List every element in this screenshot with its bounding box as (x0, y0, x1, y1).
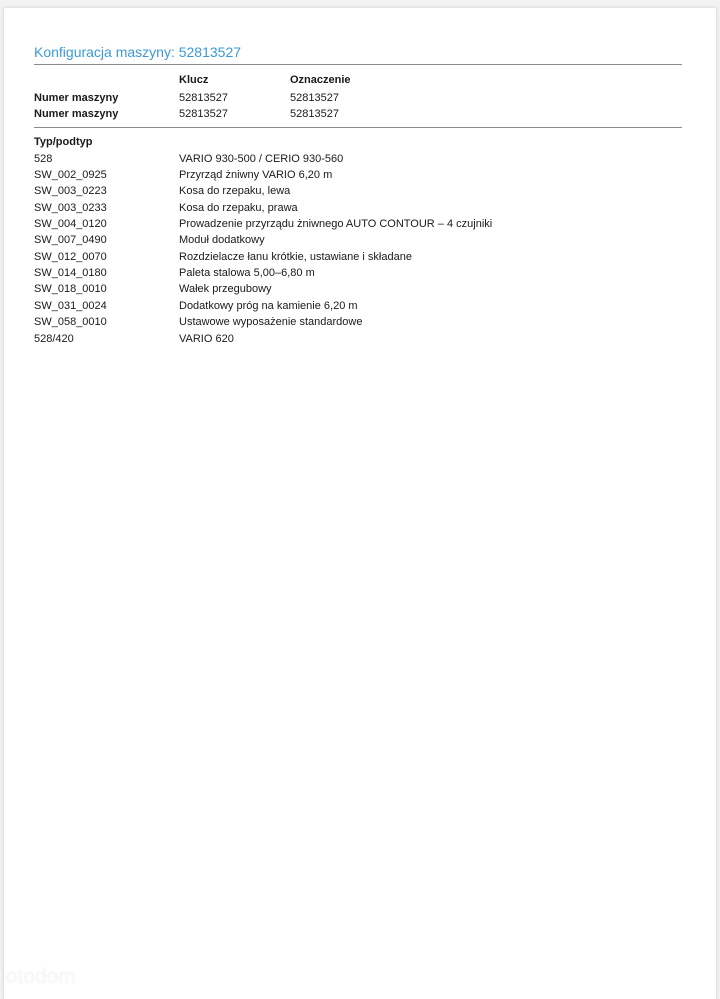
machine-row-label: Numer maszyny (34, 108, 119, 120)
type-row (34, 151, 682, 167)
machine-row-designation: 52813527 (290, 92, 339, 104)
machine-row-designation: 52813527 (290, 108, 339, 120)
type-row-desc: Moduł dodatkowy (179, 234, 265, 246)
type-row-desc: Kosa do rzepaku, prawa (179, 202, 298, 214)
divider-middle (34, 127, 682, 128)
type-row-code: SW_031_0024 (34, 300, 107, 312)
document-page (4, 8, 716, 999)
type-row-desc: Kosa do rzepaku, lewa (179, 185, 291, 197)
type-row (34, 265, 682, 281)
divider-top (34, 64, 682, 65)
type-row-desc: VARIO 620 (179, 333, 234, 345)
type-row (34, 200, 682, 216)
machine-row (34, 90, 682, 106)
type-row-code: SW_003_0233 (34, 202, 107, 214)
type-row-desc: Wałek przegubowy (179, 283, 272, 295)
page-title: Konfiguracja maszyny: 52813527 (34, 44, 242, 60)
type-row (34, 281, 682, 297)
type-row-code: SW_012_0070 (34, 251, 107, 263)
type-row (34, 249, 682, 265)
type-row (34, 167, 682, 183)
type-row-desc: Prowadzenie przyrządu żniwnego AUTO CONTOUR – 4 czujniki (179, 218, 493, 230)
type-row-desc: VARIO 930-500 / CERIO 930-560 (179, 153, 344, 165)
type-row-code: SW_002_0925 (34, 169, 107, 181)
type-row (34, 183, 682, 199)
type-row-code: SW_003_0223 (34, 185, 107, 197)
type-row-code: SW_004_0120 (34, 218, 107, 230)
type-row-desc: Ustawowe wyposażenie standardowe (179, 316, 363, 328)
section-title: Typ/podtyp (34, 136, 93, 148)
machine-row (34, 106, 682, 122)
type-row-desc: Rozdzielacze łanu krótkie, ustawiane i składane (179, 251, 412, 263)
type-row-code: 528 (34, 153, 53, 165)
watermark-logo: otodom (6, 966, 76, 988)
type-row (34, 331, 682, 347)
type-row (34, 314, 682, 330)
type-row-code: SW_058_0010 (34, 316, 107, 328)
type-row-code: SW_014_0180 (34, 267, 107, 279)
machine-row-label: Numer maszyny (34, 92, 119, 104)
type-row-desc: Dodatkowy próg na kamienie 6,20 m (179, 300, 358, 312)
type-row (34, 216, 682, 232)
header-designation: Oznaczenie (290, 74, 351, 86)
type-row-desc: Przyrząd żniwny VARIO 6,20 m (179, 169, 333, 181)
type-row-desc: Paleta stalowa 5,00–6,80 m (179, 267, 315, 279)
machine-row-key: 52813527 (179, 108, 228, 120)
type-row-code: SW_007_0490 (34, 234, 107, 246)
machine-row-key: 52813527 (179, 92, 228, 104)
type-row-code: SW_018_0010 (34, 283, 107, 295)
type-row (34, 232, 682, 248)
type-row (34, 298, 682, 314)
type-row-code: 528/420 (34, 333, 74, 345)
header-key: Klucz (179, 74, 209, 86)
